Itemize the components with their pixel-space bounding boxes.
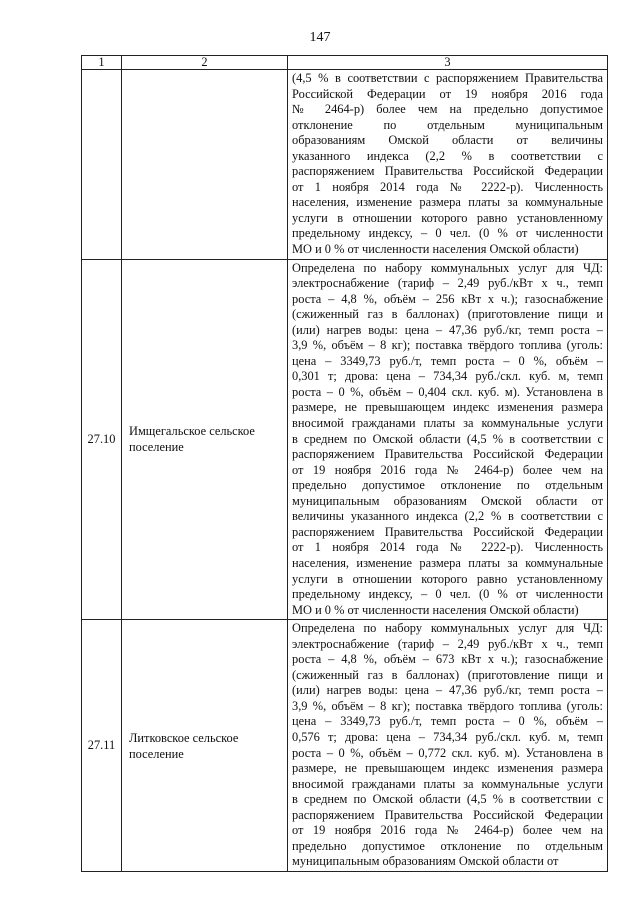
description-line: 3,9 %, объём – 8 кг); поставка твёрдого топлива (уголь: <box>292 338 603 353</box>
description-line: предельно допустимое отклонение по отдельным <box>292 838 603 853</box>
settlement-name-cell <box>122 620 288 872</box>
column-header-2: 2 <box>122 56 288 70</box>
description-line: 0,576 т; дрова: цена – 734,34 руб./скл. куб. м, темп <box>292 729 603 744</box>
description-line: распоряжением Правительства Российской Федерации <box>292 807 603 822</box>
description-line: населения, изменение размера платы за коммунальные <box>292 195 603 210</box>
description-line: Определена по набору коммунальных услуг для ЧД: <box>292 621 603 636</box>
description-line: отклонение по отдельным муниципальным <box>292 117 603 132</box>
table-row <box>82 70 608 260</box>
description-cell <box>288 70 608 260</box>
description-line: услуги в отношении которого равно установленному <box>292 210 603 225</box>
description-line: вносимой гражданами платы за коммунальные услуги <box>292 416 603 431</box>
description-line: от 1 ноября 2014 года № 2222-р). Численность <box>292 179 603 194</box>
settlement-name-cell <box>122 259 288 620</box>
description-line: роста – 0 %, объём – 0,772 скл. куб. м). Установлена в <box>292 745 603 760</box>
description-line: образованиям Омской области от величины <box>292 133 603 148</box>
description-line: в среднем по Омской области (4,5 % в соответствии с <box>292 431 603 446</box>
description-line: роста – 0 %, объём – 0,404 скл. куб. м). Установлена в <box>292 384 603 399</box>
description-line: Определена по набору коммунальных услуг для ЧД: <box>292 260 603 275</box>
description-line: муниципальным образованиям Омской области от <box>292 854 559 869</box>
description-line: (или) нагрев воды: цена – 47,36 руб./кг, темп роста – <box>292 322 603 337</box>
description-line: от 1 ноября 2014 года № 2222-р). Численность <box>292 540 603 555</box>
description-line: предельному индексу, – 0 чел. (0 % от численности <box>292 226 603 241</box>
description-line: муниципальным образованиям Омской области от <box>292 493 603 508</box>
description-line: распоряжением Правительства Российской Федерации <box>292 447 603 462</box>
description-cell <box>288 259 608 620</box>
table-row <box>82 259 608 620</box>
description-line: 3,9 %, объём – 8 кг); поставка твёрдого топлива (уголь: <box>292 698 603 713</box>
description-line: роста – 4,8 %, объём – 673 кВт х ч.); газоснабжение <box>292 652 603 667</box>
description-line: величины указанного индекса (2,2 % в соответствии с <box>292 509 603 524</box>
description-line: цена – 3349,73 руб./т, темп роста – 0 %, объём – <box>292 714 603 729</box>
description-line: (сжиженный газ в баллонах) (приготовление пищи и <box>292 667 603 682</box>
description-line: распоряжением Правительства Российской Федерации <box>292 164 603 179</box>
description-line: предельному индексу, – 0 чел. (0 % от численности <box>292 587 603 602</box>
description-line: услуги в отношении которого равно установленному <box>292 571 603 586</box>
column-header-3: 3 <box>288 56 608 70</box>
table-header-row <box>82 56 608 70</box>
description-line: роста – 4,8 %, объём – 256 кВт х ч.); газоснабжение <box>292 291 603 306</box>
description-line: МО и 0 % от численности населения Омской области) <box>292 602 579 617</box>
description-line: указанного индекса (2,2 % в соответствии с <box>292 148 603 163</box>
description-line: (или) нагрев воды: цена – 47,36 руб./кг, темп роста – <box>292 683 603 698</box>
description-line: электроснабжение (тариф – 2,49 руб./кВт х ч., темп <box>292 276 603 291</box>
description-line: № 2464-р) более чем на предельно допустимое <box>292 102 603 117</box>
description-line: (сжиженный газ в баллонах) (приготовление пищи и <box>292 307 603 322</box>
description-line: Российской Федерации от 19 ноября 2016 года <box>292 86 603 101</box>
row-number: 27.10 <box>82 259 122 620</box>
description-line: от 19 ноября 2016 года № 2464-р) более чем на <box>292 462 603 477</box>
description-line: (4,5 % в соответствии с распоряжением Правительства <box>292 71 603 85</box>
column-header-1: 1 <box>82 56 122 70</box>
table-body <box>82 56 608 872</box>
row-number: 27.11 <box>82 620 122 872</box>
description-line: электроснабжение (тариф – 2,49 руб./кВт х ч., темп <box>292 636 603 651</box>
settlement-name: Имщегальское сельское поселение <box>129 424 255 455</box>
row-number <box>82 70 122 260</box>
description-line: от 19 ноября 2016 года № 2464-р) более чем на <box>292 823 603 838</box>
description-line: размере, не превышающем индекс изменения размера <box>292 400 603 415</box>
description-cell <box>288 620 608 872</box>
page-number: 147 <box>309 30 331 45</box>
description-line: в среднем по Омской области (4,5 % в соответствии с <box>292 792 603 807</box>
settlement-name: Литковское сельское поселение <box>129 730 239 761</box>
document-table <box>81 55 608 872</box>
description-line: распоряжением Правительства Российской Федерации <box>292 524 603 539</box>
description-line: цена – 3349,73 руб./т, темп роста – 0 %, объём – <box>292 353 603 368</box>
description-line: размере, не превышающем индекс изменения размера <box>292 761 603 776</box>
description-line: МО и 0 % от численности населения Омской области) <box>292 242 579 257</box>
description-line: предельно допустимое отклонение по отдельным <box>292 478 603 493</box>
table-row <box>82 620 608 872</box>
description-line: вносимой гражданами платы за коммунальные услуги <box>292 776 603 791</box>
description-line: 0,301 т; дрова: цена – 734,34 руб./скл. куб. м, темп <box>292 369 603 384</box>
settlement-name-cell <box>122 70 288 260</box>
description-line: населения, изменение размера платы за коммунальные <box>292 555 603 570</box>
